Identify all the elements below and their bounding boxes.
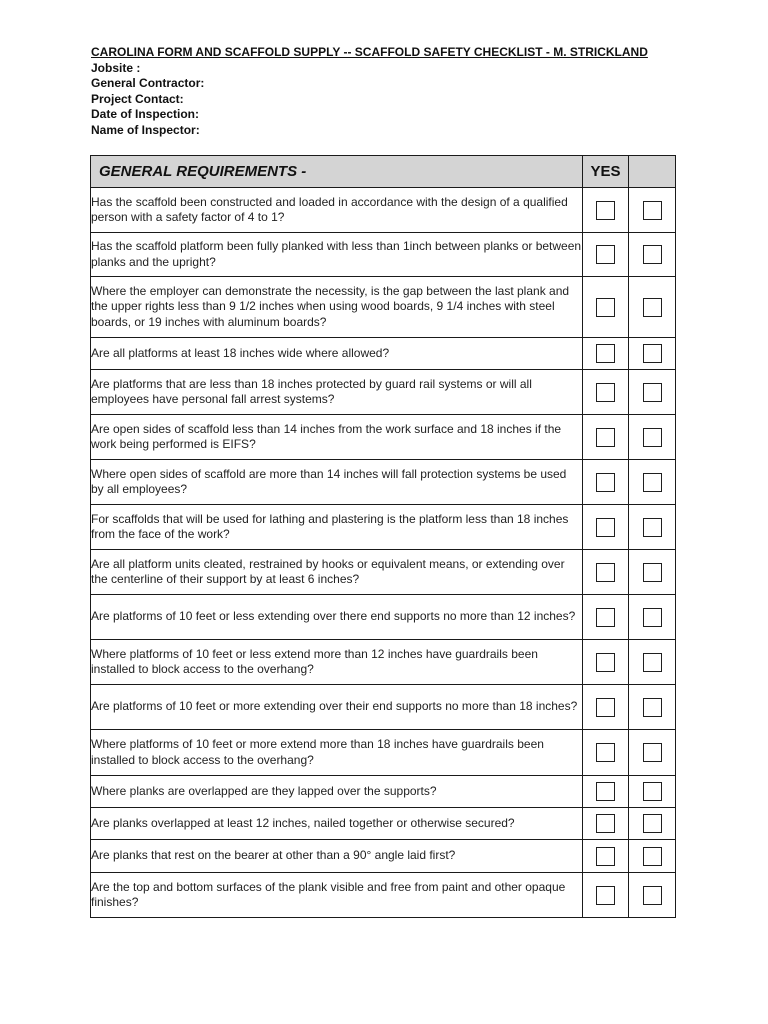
checklist-rows xyxy=(91,188,676,918)
yes-checkbox[interactable] xyxy=(596,428,615,447)
no-checkbox[interactable] xyxy=(643,608,662,627)
yes-cell xyxy=(583,550,629,595)
table-row xyxy=(91,685,676,730)
yes-checkbox[interactable] xyxy=(596,201,615,220)
no-cell xyxy=(629,277,676,338)
table-row xyxy=(91,808,676,840)
no-cell xyxy=(629,808,676,840)
yes-checkbox[interactable] xyxy=(596,473,615,492)
yes-cell xyxy=(583,776,629,808)
yes-cell xyxy=(583,233,629,277)
no-cell xyxy=(629,415,676,460)
table-row xyxy=(91,277,676,338)
yes-checkbox[interactable] xyxy=(596,518,615,537)
section-title: GENERAL REQUIREMENTS - xyxy=(91,156,583,188)
table-row xyxy=(91,338,676,370)
table-row xyxy=(91,595,676,640)
jobsite-label: Jobsite : xyxy=(91,60,141,75)
no-checkbox[interactable] xyxy=(643,698,662,717)
yes-cell xyxy=(583,873,629,918)
no-checkbox[interactable] xyxy=(643,847,662,866)
no-checkbox[interactable] xyxy=(643,814,662,833)
yes-checkbox[interactable] xyxy=(596,698,615,717)
yes-cell xyxy=(583,505,629,550)
yes-checkbox[interactable] xyxy=(596,608,615,627)
date-of-inspection-label: Date of Inspection: xyxy=(91,107,200,121)
yes-cell xyxy=(583,640,629,685)
inspector-name-label: Name of Inspector: xyxy=(91,122,200,137)
question-text: Are all platforms at least 18 inches wide where allowed? xyxy=(91,338,583,370)
yes-cell xyxy=(583,277,629,338)
yes-column-header: YES xyxy=(583,156,629,188)
yes-cell xyxy=(583,338,629,370)
table-row xyxy=(91,505,676,550)
no-column-header xyxy=(629,156,676,188)
no-cell xyxy=(629,685,676,730)
no-cell xyxy=(629,370,676,415)
table-row xyxy=(91,370,676,415)
table-row xyxy=(91,776,676,808)
no-checkbox[interactable] xyxy=(643,473,662,492)
general-contractor-label: General Contractor: xyxy=(91,76,205,90)
question-text: Are open sides of scaffold less than 14 inches from the work surface and 18 inches if the work being performed is EIFS? xyxy=(91,415,583,460)
no-cell xyxy=(629,505,676,550)
no-cell xyxy=(629,338,676,370)
no-cell xyxy=(629,595,676,640)
question-text: Are platforms of 10 feet or less extending over there end supports no more than 12 inches? xyxy=(91,595,583,640)
no-checkbox[interactable] xyxy=(643,245,662,264)
question-text: Are platforms that are less than 18 inches protected by guard rail systems or will all employees have personal fall arrest systems? xyxy=(91,370,583,415)
table-row xyxy=(91,730,676,776)
no-cell xyxy=(629,776,676,808)
table-row xyxy=(91,840,676,873)
yes-cell xyxy=(583,595,629,640)
question-text: Are platforms of 10 feet or more extending over their end supports no more than 18 inches? xyxy=(91,685,583,730)
no-cell xyxy=(629,460,676,505)
table-row xyxy=(91,415,676,460)
yes-checkbox[interactable] xyxy=(596,298,615,317)
table-row xyxy=(91,550,676,595)
no-checkbox[interactable] xyxy=(643,743,662,762)
question-text: Where platforms of 10 feet or less extend more than 12 inches have guardrails been installed to block access to the overhang? xyxy=(91,640,583,685)
no-checkbox[interactable] xyxy=(643,563,662,582)
question-text: Are the top and bottom surfaces of the plank visible and free from paint and other opaque finishes? xyxy=(91,873,583,918)
no-checkbox[interactable] xyxy=(643,886,662,905)
no-cell xyxy=(629,188,676,233)
no-checkbox[interactable] xyxy=(643,201,662,220)
no-checkbox[interactable] xyxy=(643,518,662,537)
yes-cell xyxy=(583,188,629,233)
yes-cell xyxy=(583,685,629,730)
no-checkbox[interactable] xyxy=(643,782,662,801)
no-checkbox[interactable] xyxy=(643,298,662,317)
question-text: Are planks overlapped at least 12 inches, nailed together or otherwise secured? xyxy=(91,808,583,840)
question-text: Are all platform units cleated, restrained by hooks or equivalent means, or extending over the centerline of their support by at least 6 inches? xyxy=(91,550,583,595)
yes-cell xyxy=(583,730,629,776)
question-text: For scaffolds that will be used for lathing and plastering is the platform less than 18 inches from the face of the work? xyxy=(91,505,583,550)
no-cell xyxy=(629,640,676,685)
yes-checkbox[interactable] xyxy=(596,814,615,833)
checklist-table xyxy=(90,155,676,918)
no-checkbox[interactable] xyxy=(643,428,662,447)
no-checkbox[interactable] xyxy=(643,344,662,363)
yes-checkbox[interactable] xyxy=(596,563,615,582)
no-checkbox[interactable] xyxy=(643,653,662,672)
yes-checkbox[interactable] xyxy=(596,847,615,866)
yes-cell xyxy=(583,415,629,460)
question-text: Has the scaffold platform been fully planked with less than 1inch between planks or between planks and the upright? xyxy=(91,233,583,277)
no-checkbox[interactable] xyxy=(643,383,662,402)
form-title: CAROLINA FORM AND SCAFFOLD SUPPLY -- SCAFFOLD SAFETY CHECKLIST - M. STRICKLAND xyxy=(91,45,648,59)
question-text: Has the scaffold been constructed and loaded in accordance with the design of a qualified person with a safety factor of 4 to 1? xyxy=(91,188,583,233)
yes-cell xyxy=(583,808,629,840)
no-cell xyxy=(629,873,676,918)
question-text: Are planks that rest on the bearer at other than a 90° angle laid first? xyxy=(91,840,583,873)
table-row xyxy=(91,873,676,918)
no-cell xyxy=(629,233,676,277)
yes-cell xyxy=(583,460,629,505)
table-row xyxy=(91,640,676,685)
table-row xyxy=(91,460,676,505)
yes-checkbox[interactable] xyxy=(596,245,615,264)
table-row xyxy=(91,188,676,233)
yes-checkbox[interactable] xyxy=(596,782,615,801)
yes-checkbox[interactable] xyxy=(596,383,615,402)
question-text: Where the employer can demonstrate the necessity, is the gap between the last plank and the upper rights less than 9 1/2 inches when using wood boards, 9 1/4 inches with steel boards, or 19 inches with aluminum boards? xyxy=(91,277,583,338)
table-header-row xyxy=(91,156,676,188)
question-text: Where planks are overlapped are they lapped over the supports? xyxy=(91,776,583,808)
yes-checkbox[interactable] xyxy=(596,653,615,672)
yes-checkbox[interactable] xyxy=(596,344,615,363)
yes-checkbox[interactable] xyxy=(596,743,615,762)
yes-checkbox[interactable] xyxy=(596,886,615,905)
no-cell xyxy=(629,730,676,776)
question-text: Where open sides of scaffold are more than 14 inches will fall protection systems be used by all employees? xyxy=(91,460,583,505)
yes-cell xyxy=(583,370,629,415)
question-text: Where platforms of 10 feet or more extend more than 18 inches have guardrails been installed to block access to the overhang? xyxy=(91,730,583,776)
yes-cell xyxy=(583,840,629,873)
no-cell xyxy=(629,840,676,873)
project-contact-label: Project Contact: xyxy=(91,91,184,106)
form-header xyxy=(91,45,691,138)
no-cell xyxy=(629,550,676,595)
table-row xyxy=(91,233,676,277)
